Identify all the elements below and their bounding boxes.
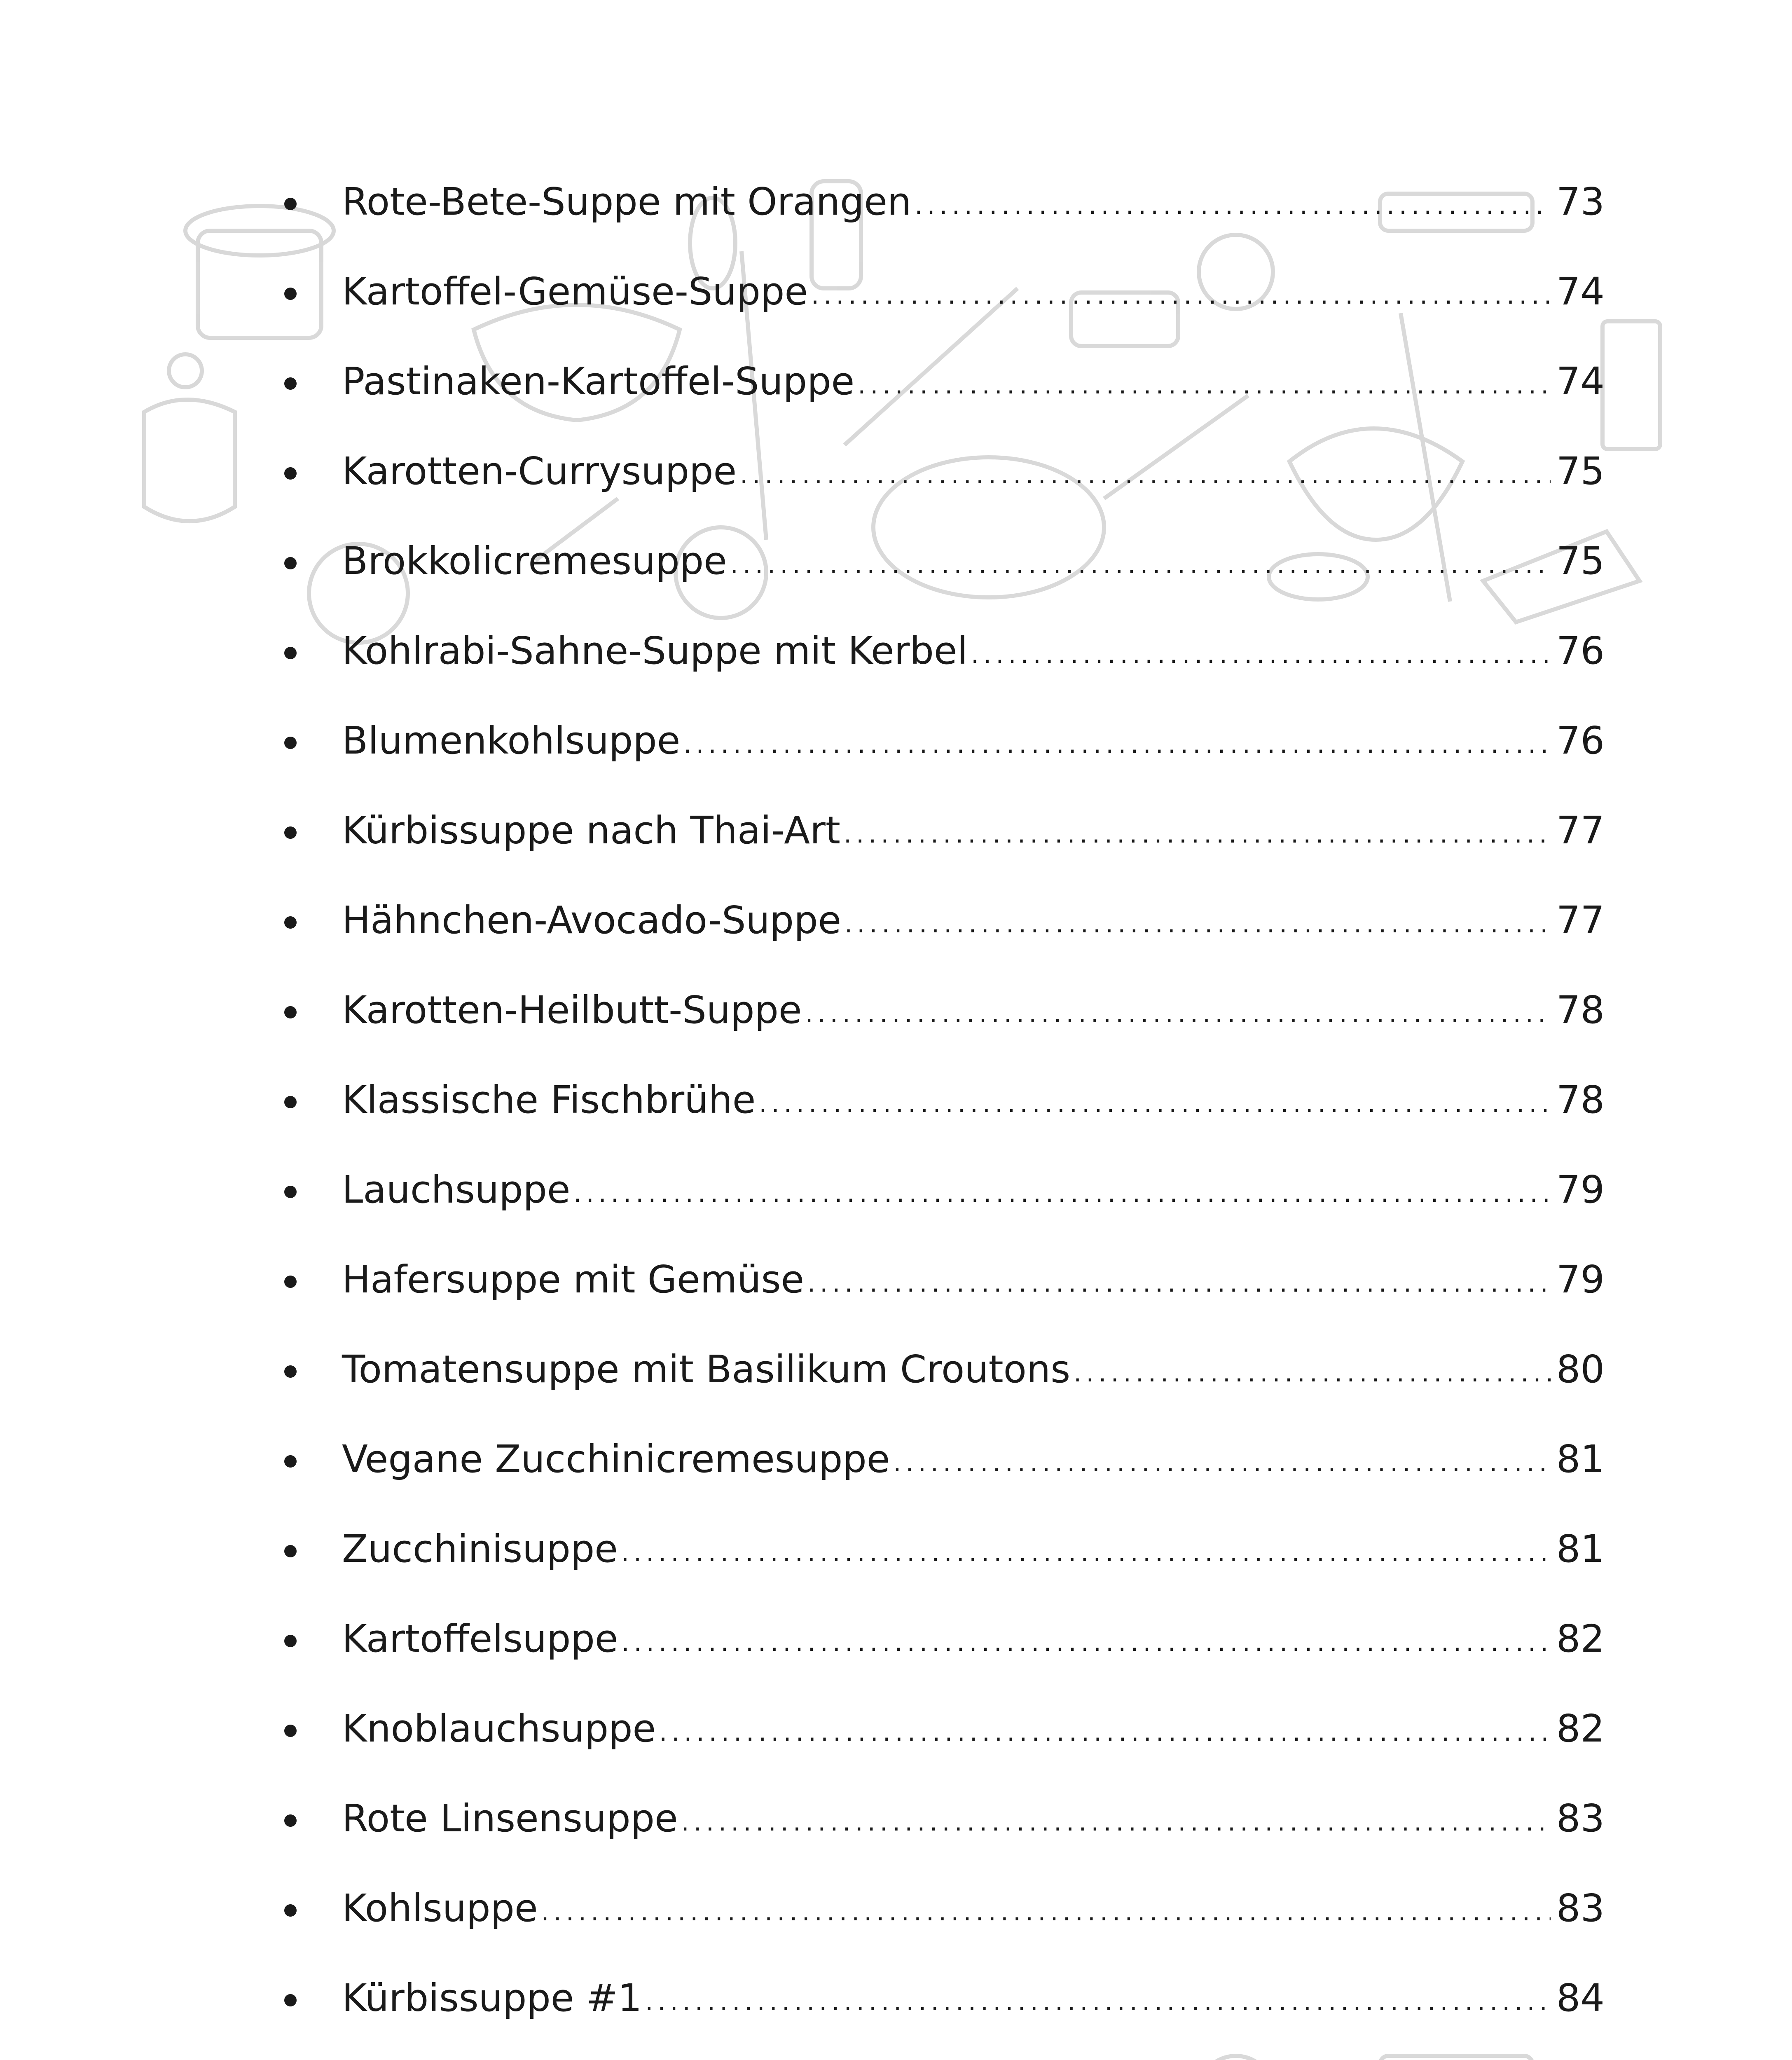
toc-entry-page: 78 <box>1556 1078 1605 1122</box>
bullet-icon <box>284 557 297 569</box>
toc-entry-page: 79 <box>1556 1168 1605 1212</box>
toc-entry[interactable] <box>0 622 1792 680</box>
toc-entry[interactable] <box>0 353 1792 410</box>
dot-leader <box>915 173 1551 231</box>
toc-entry-title: Zucchinisuppe <box>342 1527 618 1571</box>
toc-entry-page: 83 <box>1556 1796 1605 1840</box>
dot-leader <box>659 1700 1551 1758</box>
toc-entry[interactable] <box>0 1880 1792 1937</box>
toc-entry[interactable] <box>0 173 1792 231</box>
toc-entry-page: 78 <box>1556 988 1605 1032</box>
toc-entry-title: Kürbissuppe nach Thai-Art <box>342 808 840 852</box>
toc-entry-page: 76 <box>1556 629 1605 673</box>
bullet-icon <box>284 826 297 839</box>
toc-entry-title: Hähnchen-Avocado-Suppe <box>342 898 842 942</box>
toc-entry-page: 82 <box>1556 1707 1605 1751</box>
dot-leader <box>730 532 1551 590</box>
bullet-icon <box>284 1186 297 1198</box>
toc-entry-page: 76 <box>1556 719 1605 763</box>
dot-leader <box>621 1520 1551 1578</box>
dot-leader <box>759 1071 1551 1129</box>
bullet-icon <box>284 647 297 659</box>
bullet-icon <box>284 737 297 749</box>
toc-entry-title: Karotten-Heilbutt-Suppe <box>342 988 802 1032</box>
dot-leader <box>844 802 1551 859</box>
toc-entry-title: Tomatensuppe mit Basilikum Croutons <box>342 1347 1071 1391</box>
bullet-icon <box>284 1455 297 1468</box>
toc-entry[interactable] <box>0 442 1792 500</box>
toc-entry-page: 77 <box>1556 808 1605 852</box>
toc-entry-page: 81 <box>1556 1437 1605 1481</box>
dot-leader <box>893 1430 1551 1488</box>
toc-entry-title: Kartoffel-Gemüse-Suppe <box>342 269 808 314</box>
bullet-icon <box>284 1814 297 1827</box>
toc-entry-title: Rote Linsensuppe <box>342 1796 678 1840</box>
bullet-icon <box>284 1545 297 1557</box>
bullet-icon <box>284 1635 297 1647</box>
toc-entry-title: Kürbissuppe #1 <box>342 1976 642 2020</box>
toc-entry[interactable] <box>0 981 1792 1039</box>
dot-leader <box>845 892 1551 949</box>
toc-entry-title: Lauchsuppe <box>342 1168 571 1212</box>
dot-leader <box>805 981 1551 1039</box>
toc-entry-title: Kohlsuppe <box>342 1886 538 1930</box>
bullet-icon <box>284 916 297 929</box>
toc-entry-title: Knoblauchsuppe <box>342 1707 656 1751</box>
toc-entry[interactable] <box>0 1430 1792 1488</box>
toc-entry[interactable] <box>0 1341 1792 1398</box>
dot-leader <box>683 712 1551 770</box>
dot-leader <box>971 622 1551 680</box>
bullet-icon <box>284 198 297 210</box>
dot-leader <box>573 1161 1550 1219</box>
toc-entry-title: Brokkolicremesuppe <box>342 539 727 583</box>
toc-entry-page: 83 <box>1556 1886 1605 1930</box>
toc-entry[interactable] <box>0 1071 1792 1129</box>
dot-leader <box>811 263 1551 321</box>
toc-entry[interactable] <box>0 1969 1792 2027</box>
toc-entry-page: 80 <box>1556 1347 1605 1391</box>
toc-entry-page: 82 <box>1556 1617 1605 1661</box>
dot-leader <box>645 1969 1551 2027</box>
toc-entry-page: 79 <box>1556 1257 1605 1302</box>
toc-entry[interactable] <box>0 263 1792 321</box>
bullet-icon <box>284 1725 297 1737</box>
dot-leader <box>858 353 1551 410</box>
toc-entry-page: 81 <box>1556 1527 1605 1571</box>
dot-leader <box>541 1880 1551 1937</box>
toc-entry-page: 73 <box>1556 180 1605 224</box>
toc-entry[interactable] <box>0 1161 1792 1219</box>
toc-entry-page: 74 <box>1556 359 1605 403</box>
toc-entry-title: Blumenkohlsuppe <box>342 719 681 763</box>
bullet-icon <box>284 1006 297 1018</box>
toc-entry[interactable] <box>0 532 1792 590</box>
toc-entry-page: 77 <box>1556 898 1605 942</box>
bullet-icon <box>284 467 297 480</box>
bullet-icon <box>284 288 297 300</box>
toc-entry-title: Hafersuppe mit Gemüse <box>342 1257 805 1302</box>
dot-leader <box>1074 1341 1551 1398</box>
bullet-icon <box>284 1994 297 2006</box>
bullet-icon <box>284 1276 297 1288</box>
bullet-icon <box>284 1365 297 1378</box>
toc-entry-title: Vegane Zucchinicremesuppe <box>342 1437 890 1481</box>
toc-entry[interactable] <box>0 712 1792 770</box>
toc-entry[interactable] <box>0 1700 1792 1758</box>
toc-entry-page: 74 <box>1556 269 1605 314</box>
toc-entry[interactable] <box>0 1610 1792 1668</box>
dot-leader <box>807 1251 1551 1309</box>
toc-entry-title: Rote-Bete-Suppe mit Orangen <box>342 180 912 224</box>
toc-entry-title: Pastinaken-Kartoffel-Suppe <box>342 359 855 403</box>
dot-leader <box>621 1610 1550 1668</box>
bullet-icon <box>284 1096 297 1108</box>
toc-entry-title: Klassische Fischbrühe <box>342 1078 756 1122</box>
toc-entry-title: Kartoffelsuppe <box>342 1617 618 1661</box>
dot-leader <box>681 1790 1551 1847</box>
toc-entry[interactable] <box>0 1251 1792 1309</box>
toc-entry[interactable] <box>0 802 1792 859</box>
toc-entry-page: 75 <box>1556 449 1605 493</box>
toc-entry-title: Karotten-Currysuppe <box>342 449 737 493</box>
toc-entry[interactable] <box>0 1520 1792 1578</box>
bullet-icon <box>284 377 297 390</box>
toc-entry-title: Kohlrabi-Sahne-Suppe mit Kerbel <box>342 629 968 673</box>
toc-entry-page: 84 <box>1556 1976 1605 2020</box>
toc-entry[interactable] <box>0 892 1792 949</box>
toc-entry[interactable] <box>0 1790 1792 1847</box>
dot-leader <box>740 442 1551 500</box>
bullet-icon <box>284 1904 297 1917</box>
toc-entry-page: 75 <box>1556 539 1605 583</box>
